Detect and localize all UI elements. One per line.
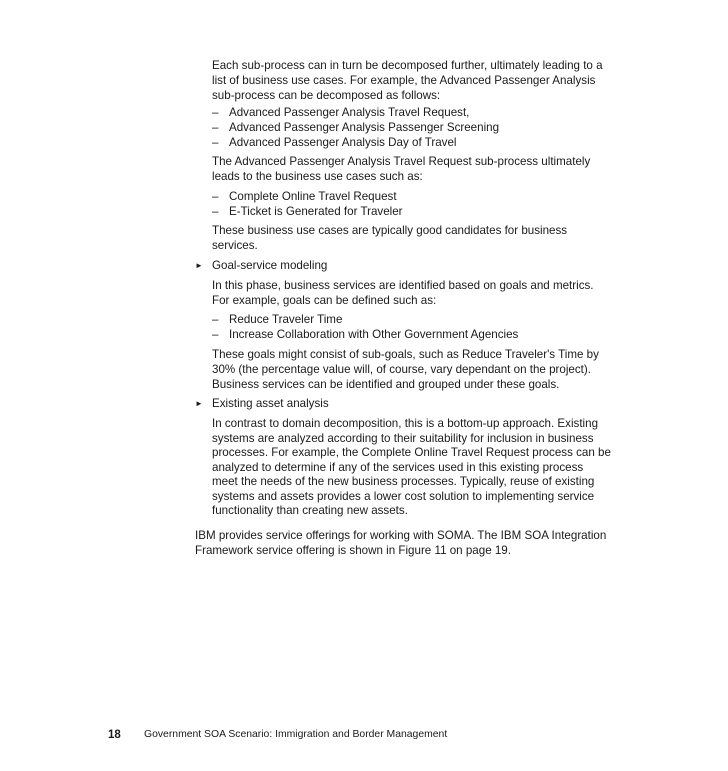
list-item-text: E-Ticket is Generated for Traveler <box>229 205 403 218</box>
dash-marker: – <box>212 121 219 134</box>
list-item <box>212 327 518 342</box>
paragraph-line: 30% (the percentage value will, of course, vary dependant on the project). <box>212 363 591 376</box>
paragraph-line: systems and assets provides a lower cost solution to implementing service <box>212 490 595 503</box>
paragraph-line: These goals might consist of sub-goals, such as Reduce Traveler's Time by <box>212 348 599 361</box>
dash-marker: – <box>212 313 219 326</box>
paragraph-line: IBM provides service offerings for working with SOMA. The IBM SOA Integration <box>195 529 607 542</box>
paragraph-line: list of business use cases. For example, the Advanced Passenger Analysis <box>212 74 596 87</box>
paragraph-line: In contrast to domain decomposition, this is a bottom-up approach. Existing <box>212 417 599 430</box>
list-item-text: Advanced Passenger Analysis Day of Travel <box>229 136 457 149</box>
paragraph-line: meet the needs of the new business processes. Typically, reuse of existing <box>212 475 595 488</box>
paragraph-line: leads to the business use cases such as: <box>212 170 423 183</box>
bullet-item <box>195 258 327 273</box>
paragraph-line: Framework service offering is shown in Figure 11 on page 19. <box>195 544 511 557</box>
triangle-bullet-icon: ► <box>195 261 203 270</box>
paragraph-line: These business use cases are typically good candidates for business <box>212 224 568 237</box>
list-item <box>212 204 403 219</box>
bullet-item <box>195 396 329 411</box>
bullet-item-text: Goal-service modeling <box>212 259 328 272</box>
paragraph-line: For example, goals can be defined such as: <box>212 294 437 307</box>
paragraph-line: systems are analyzed according to their suitability for inclusion in business <box>212 432 594 445</box>
list-item <box>212 189 397 204</box>
list-item-text: Advanced Passenger Analysis Passenger Screening <box>229 121 500 134</box>
page-number: 18 <box>108 729 121 741</box>
paragraph-line: Business services can be identified and grouped under these goals. <box>212 378 560 391</box>
paragraph-line: functionality than creating new assets. <box>212 504 408 517</box>
paragraph-line: The Advanced Passenger Analysis Travel Request sub-process ultimately <box>212 155 591 168</box>
footer-title: Government SOA Scenario: Immigration and Border Management <box>144 729 448 740</box>
list-item-text: Complete Online Travel Request <box>229 190 397 203</box>
list-item-text: Reduce Traveler Time <box>229 313 343 326</box>
triangle-bullet-icon: ► <box>195 399 203 408</box>
dash-marker: – <box>212 190 219 203</box>
list-item-text: Advanced Passenger Analysis Travel Request, <box>229 106 470 119</box>
paragraph-line: Each sub-process can in turn be decomposed further, ultimately leading to a <box>212 59 603 72</box>
paragraph-line: sub-process can be decomposed as follows: <box>212 89 441 102</box>
list-item <box>212 312 342 327</box>
dash-marker: – <box>212 205 219 218</box>
dash-marker: – <box>212 136 219 149</box>
dash-marker: – <box>212 328 219 341</box>
paragraph-line: analyzed to determine if any of the services used in this existing process <box>212 461 584 474</box>
paragraph-line: services. <box>212 239 258 252</box>
list-item-text: Increase Collaboration with Other Government Agencies <box>229 328 519 341</box>
paragraph-line: processes. For example, the Complete Online Travel Request process can be <box>212 446 611 459</box>
paragraph-line: In this phase, business services are identified based on goals and metrics. <box>212 279 594 292</box>
list-item <box>212 135 457 150</box>
dash-marker: – <box>212 106 219 119</box>
list-item <box>212 105 469 120</box>
bullet-item-text: Existing asset analysis <box>212 397 329 410</box>
list-item <box>212 120 499 135</box>
